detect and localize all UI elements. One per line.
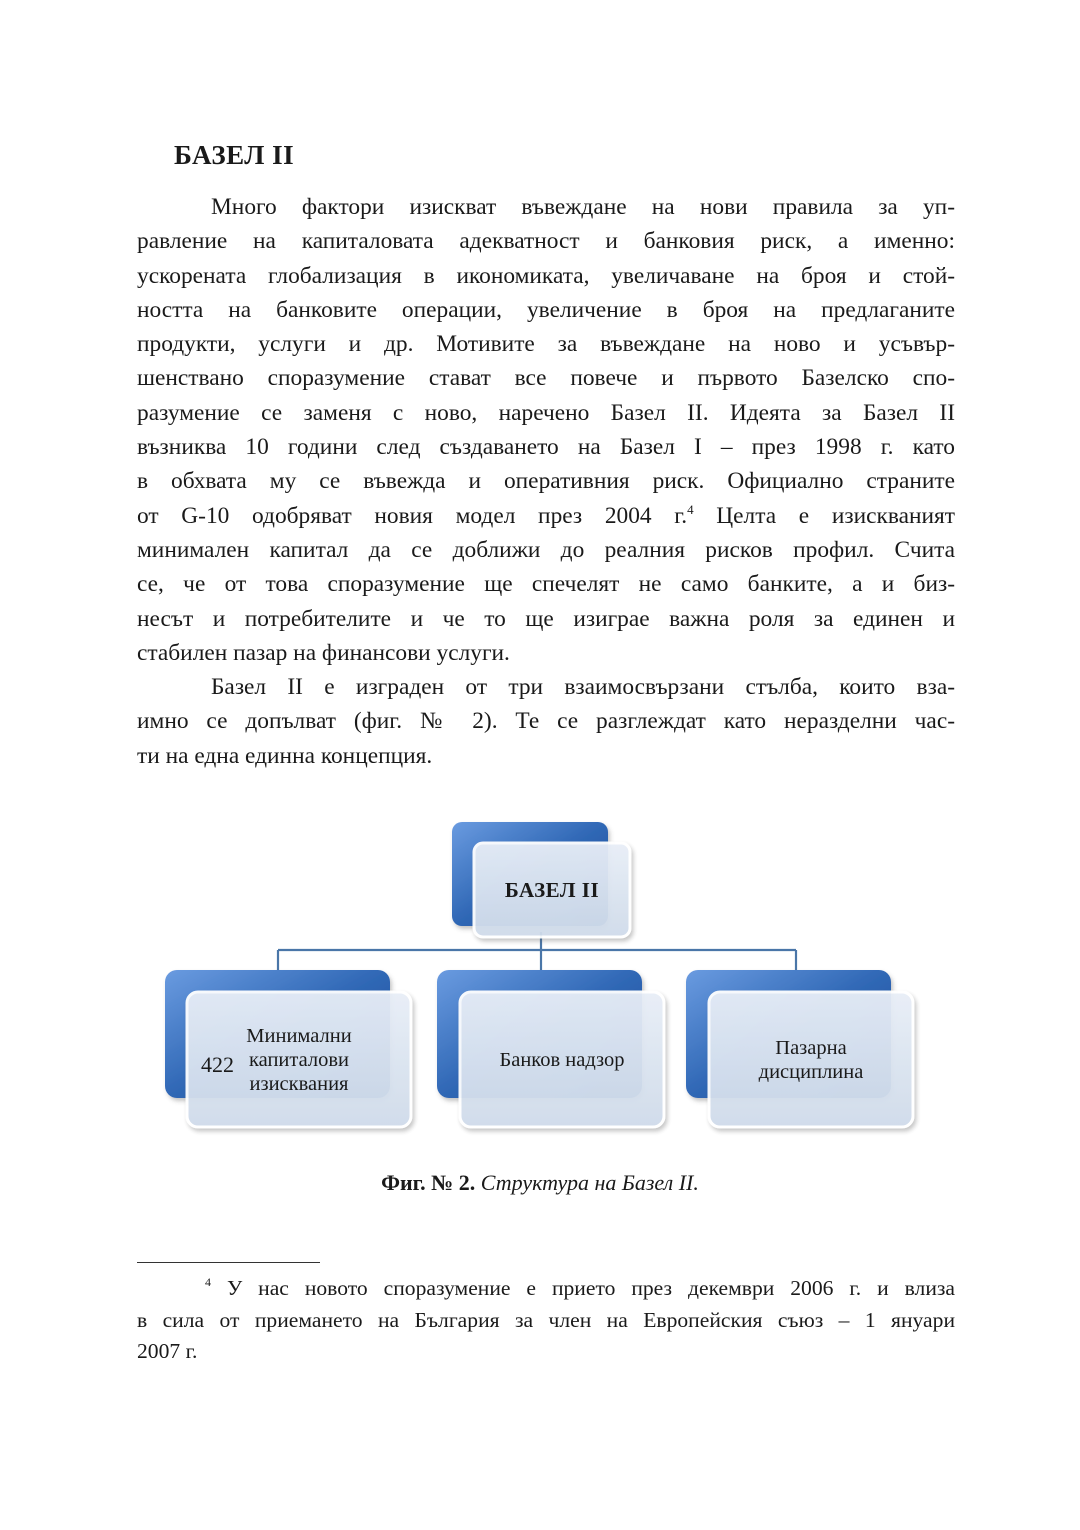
section-heading: БАЗЕЛ II [174,140,295,170]
footnote-line [137,1273,955,1305]
paragraph-line: несът и потребителите и че то ще изиграе важна роля за единен и [137,605,955,632]
basel-structure-diagram [0,810,1080,1150]
node-label-line: Банков надзор [499,1048,625,1071]
node-label-line: Минимални [246,1024,352,1047]
footnote-number: 4 [205,1275,211,1289]
footnote-reference[interactable]: 4 [687,501,694,517]
node-label-line: капиталови [248,1048,350,1071]
root-node-label: БАЗЕЛ II [504,878,600,902]
figure-caption [0,1170,1080,1196]
caption-text: Структура на Базел II. [480,1170,699,1195]
node-market-discipline [709,992,913,1127]
paragraph-line: в обхвата му се въвежда и оперативния риск. Официално страните [137,468,955,495]
paragraph-line: ността на банковите операции, увеличение в броя на предлаганите [137,296,955,323]
paragraph-line: стабилен пазар на финансови услуги. [137,639,510,666]
paragraph-line-with-footnote [137,499,955,533]
paragraph-line: възниква 10 години след създаването на Базел I – през 1998 г. като [137,434,955,461]
paragraph-line: равление на капиталовата адекватност и банковия риск, а именно: [137,228,955,255]
paragraph-line: Базел II е изграден от три взаимосвързани стълба, които вза- [211,674,955,701]
footnote-line: в сила от приемането на България за член на Европейския съюз – 1 януари [137,1307,955,1332]
paragraph-line: ти на една единна концепция. [137,742,433,769]
page-number: 422 [201,1052,234,1077]
paragraph-line: ускорената глобализация в икономиката, увеличаване на броя и стой- [137,262,955,289]
line-text: от G-10 одобряват новия модел през 2004 г. [137,502,688,529]
paragraph-line: минимален капитал да се доближи до реалния рисков профил. Счита [137,536,955,563]
paragraph-line: Много фактори изискват въвеждане на нови правила за уп- [211,194,955,220]
paragraph-line: се, че от това споразумение ще спечелят не само банките, а и биз- [137,571,955,598]
line-text-tail: Целта е изискваният [693,502,955,529]
node-label-line: изисквания [249,1072,349,1095]
footnote [137,1273,955,1368]
paragraph-line: разумение се заменя с ново, наречено Базел II. Идеята за Базел II [137,399,955,426]
caption-label: Фиг. № 2. [381,1170,476,1195]
node-label-line: дисциплина [758,1060,864,1083]
node-label-line: Пазарна [775,1036,847,1059]
node-bank-supervision [460,992,664,1127]
body-text [137,190,955,773]
footnote-divider [137,1262,320,1263]
footnote-line: 2007 г. [137,1339,198,1363]
paragraph-line: шенствано споразумение стават все повече и първото Базелско спо- [137,365,955,392]
paragraph-line: продукти, услуги и др. Мотивите за въвеждане на ново и усъвър- [137,331,955,358]
paragraph-line: имно се допълват (фиг. № 2). Те се разглеждат като неразделни час- [137,708,955,735]
footnote-text: У нас новото споразумение е прието през декември 2006 г. и влиза [211,1276,955,1300]
